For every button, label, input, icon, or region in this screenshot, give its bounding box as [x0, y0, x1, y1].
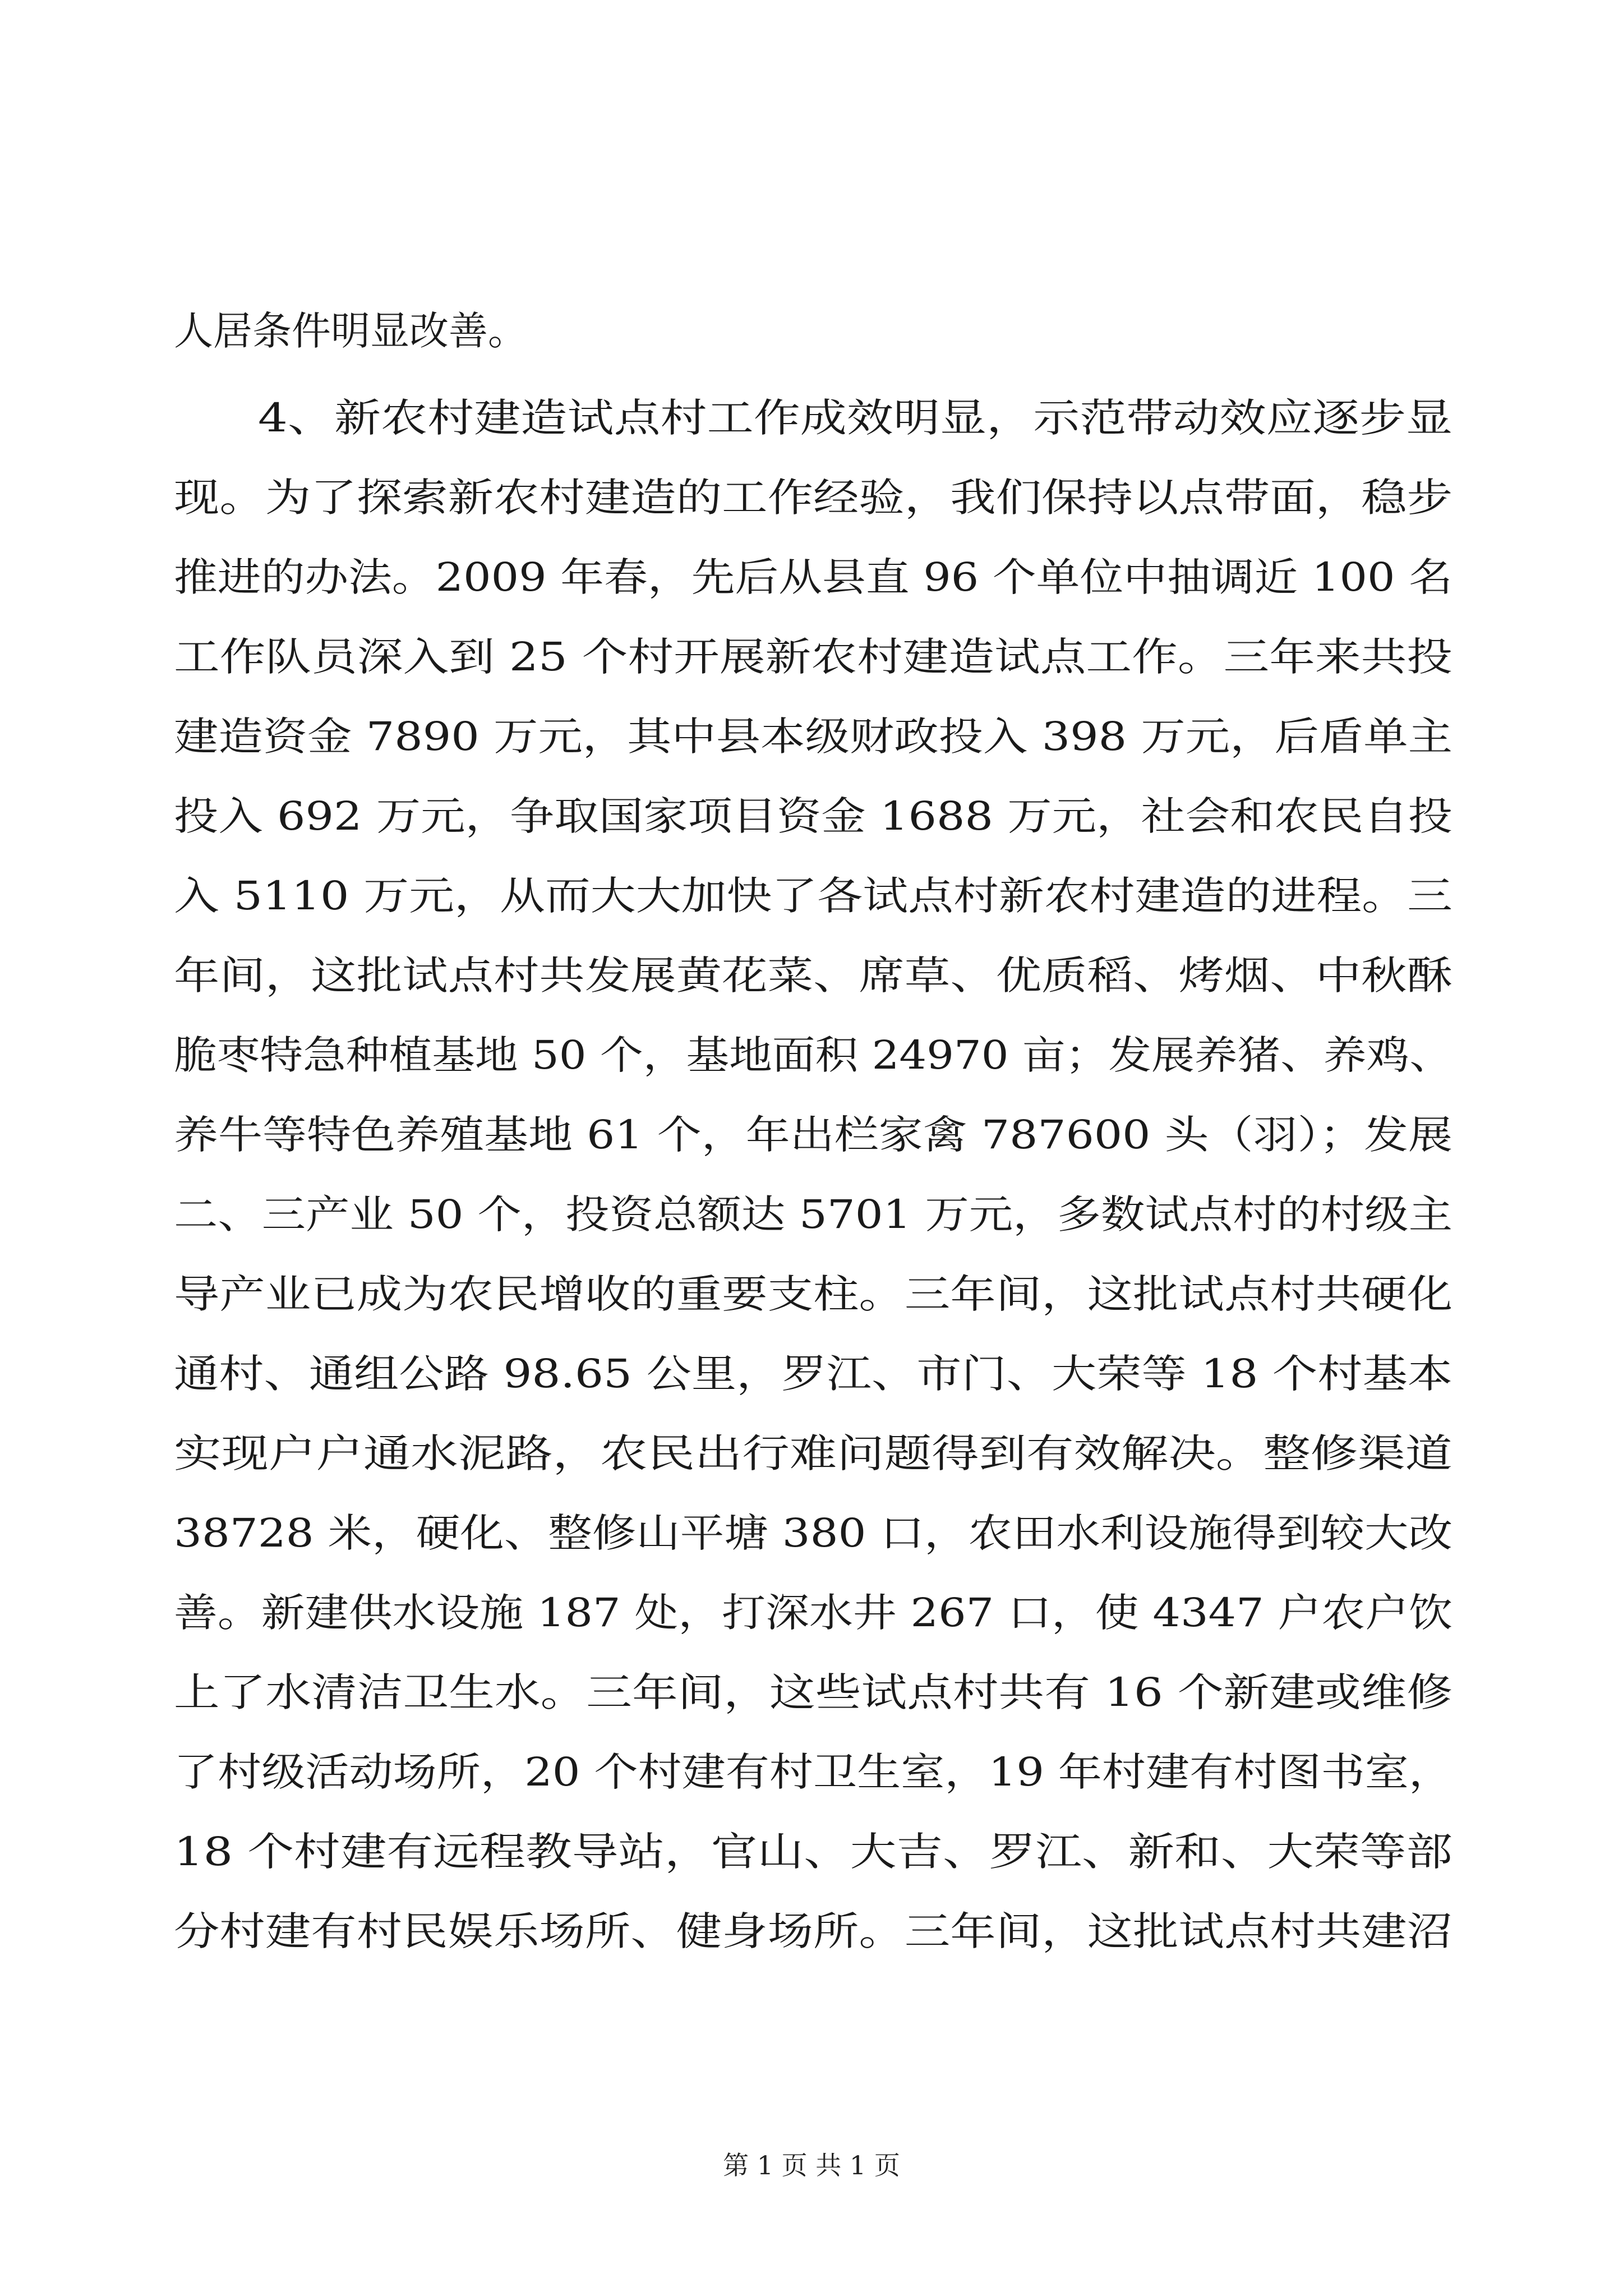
line-text: 入 5110 万元，从而大大加快了各试点村新农村建造的进程。三: [174, 873, 1453, 919]
body-line: [0, 1826, 1623, 1877]
line-text: 建造资金 7890 万元，其中县本级财政投入 398 万元，后盾单主: [174, 714, 1453, 760]
body-line: [0, 552, 1623, 602]
line-text: 现。为了探索新农村建造的工作经验，我们保持以点带面，稳步: [174, 475, 1453, 521]
body-line: [0, 950, 1623, 1001]
body-line: [0, 393, 1623, 443]
line-text: 投入 692 万元，争取国家项目资金 1688 万元，社会和农民自投: [174, 793, 1453, 839]
line-text: 18 个村建有远程教导站，官山、大吉、罗江、新和、大荣等部: [174, 1829, 1453, 1875]
line-text: 二、三产业 50 个，投资总额达 5701 万元，多数试点村的村级主: [174, 1191, 1453, 1237]
line-text: 人居条件明显改善。: [174, 308, 527, 354]
line-text: 导产业已成为农民增收的重要支柱。三年间，这批试点村共硬化: [174, 1271, 1453, 1317]
body-line: [0, 1667, 1623, 1718]
line-text: 4、新农村建造试点村工作成效明显，示范带动效应逐步显: [258, 395, 1453, 441]
line-text: 年间，这批试点村共发展黄花菜、席草、优质稻、烤烟、中秋酥: [174, 953, 1453, 999]
line-text: 实现户户通水泥路，农民出行难问题得到有效解决。整修渠道: [174, 1430, 1453, 1476]
line-text: 脆枣特急种植基地 50 个，基地面积 24970 亩；发展养猪、养鸡、: [174, 1032, 1453, 1078]
line-text: 上了水清洁卫生水。三年间，这些试点村共有 16 个新建或维修: [174, 1669, 1453, 1715]
body-line: [0, 1349, 1623, 1399]
line-text: 分村建有村民娱乐场所、健身场所。三年间，这批试点村共建沼: [174, 1908, 1453, 1954]
body-line: [0, 791, 1623, 841]
line-text: 了村级活动场所，20 个村建有村卫生室，19 年村建有村图书室，: [174, 1749, 1453, 1795]
line-text: 工作队员深入到 25 个村开展新农村建造试点工作。三年来共投: [174, 634, 1453, 680]
line-text: 推进的办法。2009 年春，先后从县直 96 个单位中抽调近 100 名: [174, 554, 1453, 600]
body-line: [0, 1508, 1623, 1558]
line-text: 善。新建供水设施 187 处，打深水井 267 口，使 4347 户农户饮: [174, 1590, 1453, 1636]
page-footer: 第 1 页 共 1 页: [723, 2150, 900, 2180]
body-line: [0, 472, 1623, 523]
body-line: [0, 1110, 1623, 1160]
body-line: [0, 1030, 1623, 1080]
body-line: [0, 1428, 1623, 1479]
body-line: [0, 1588, 1623, 1638]
body-line: [0, 306, 1623, 356]
body-line: [0, 632, 1623, 682]
body-line: [0, 1269, 1623, 1319]
body-line: [0, 871, 1623, 921]
line-text: 通村、通组公路 98.65 公里，罗江、市门、大荣等 18 个村基本: [174, 1351, 1453, 1397]
line-text: 养牛等特色养殖基地 61 个，年出栏家禽 787600 头（羽）；发展: [174, 1112, 1453, 1158]
body-line: [0, 711, 1623, 762]
body-line: [0, 1189, 1623, 1240]
line-text: 38728 米，硬化、整修山平塘 380 口，农田水利设施得到较大改: [174, 1510, 1453, 1556]
body-line: [0, 1906, 1623, 1957]
body-line: [0, 1747, 1623, 1797]
